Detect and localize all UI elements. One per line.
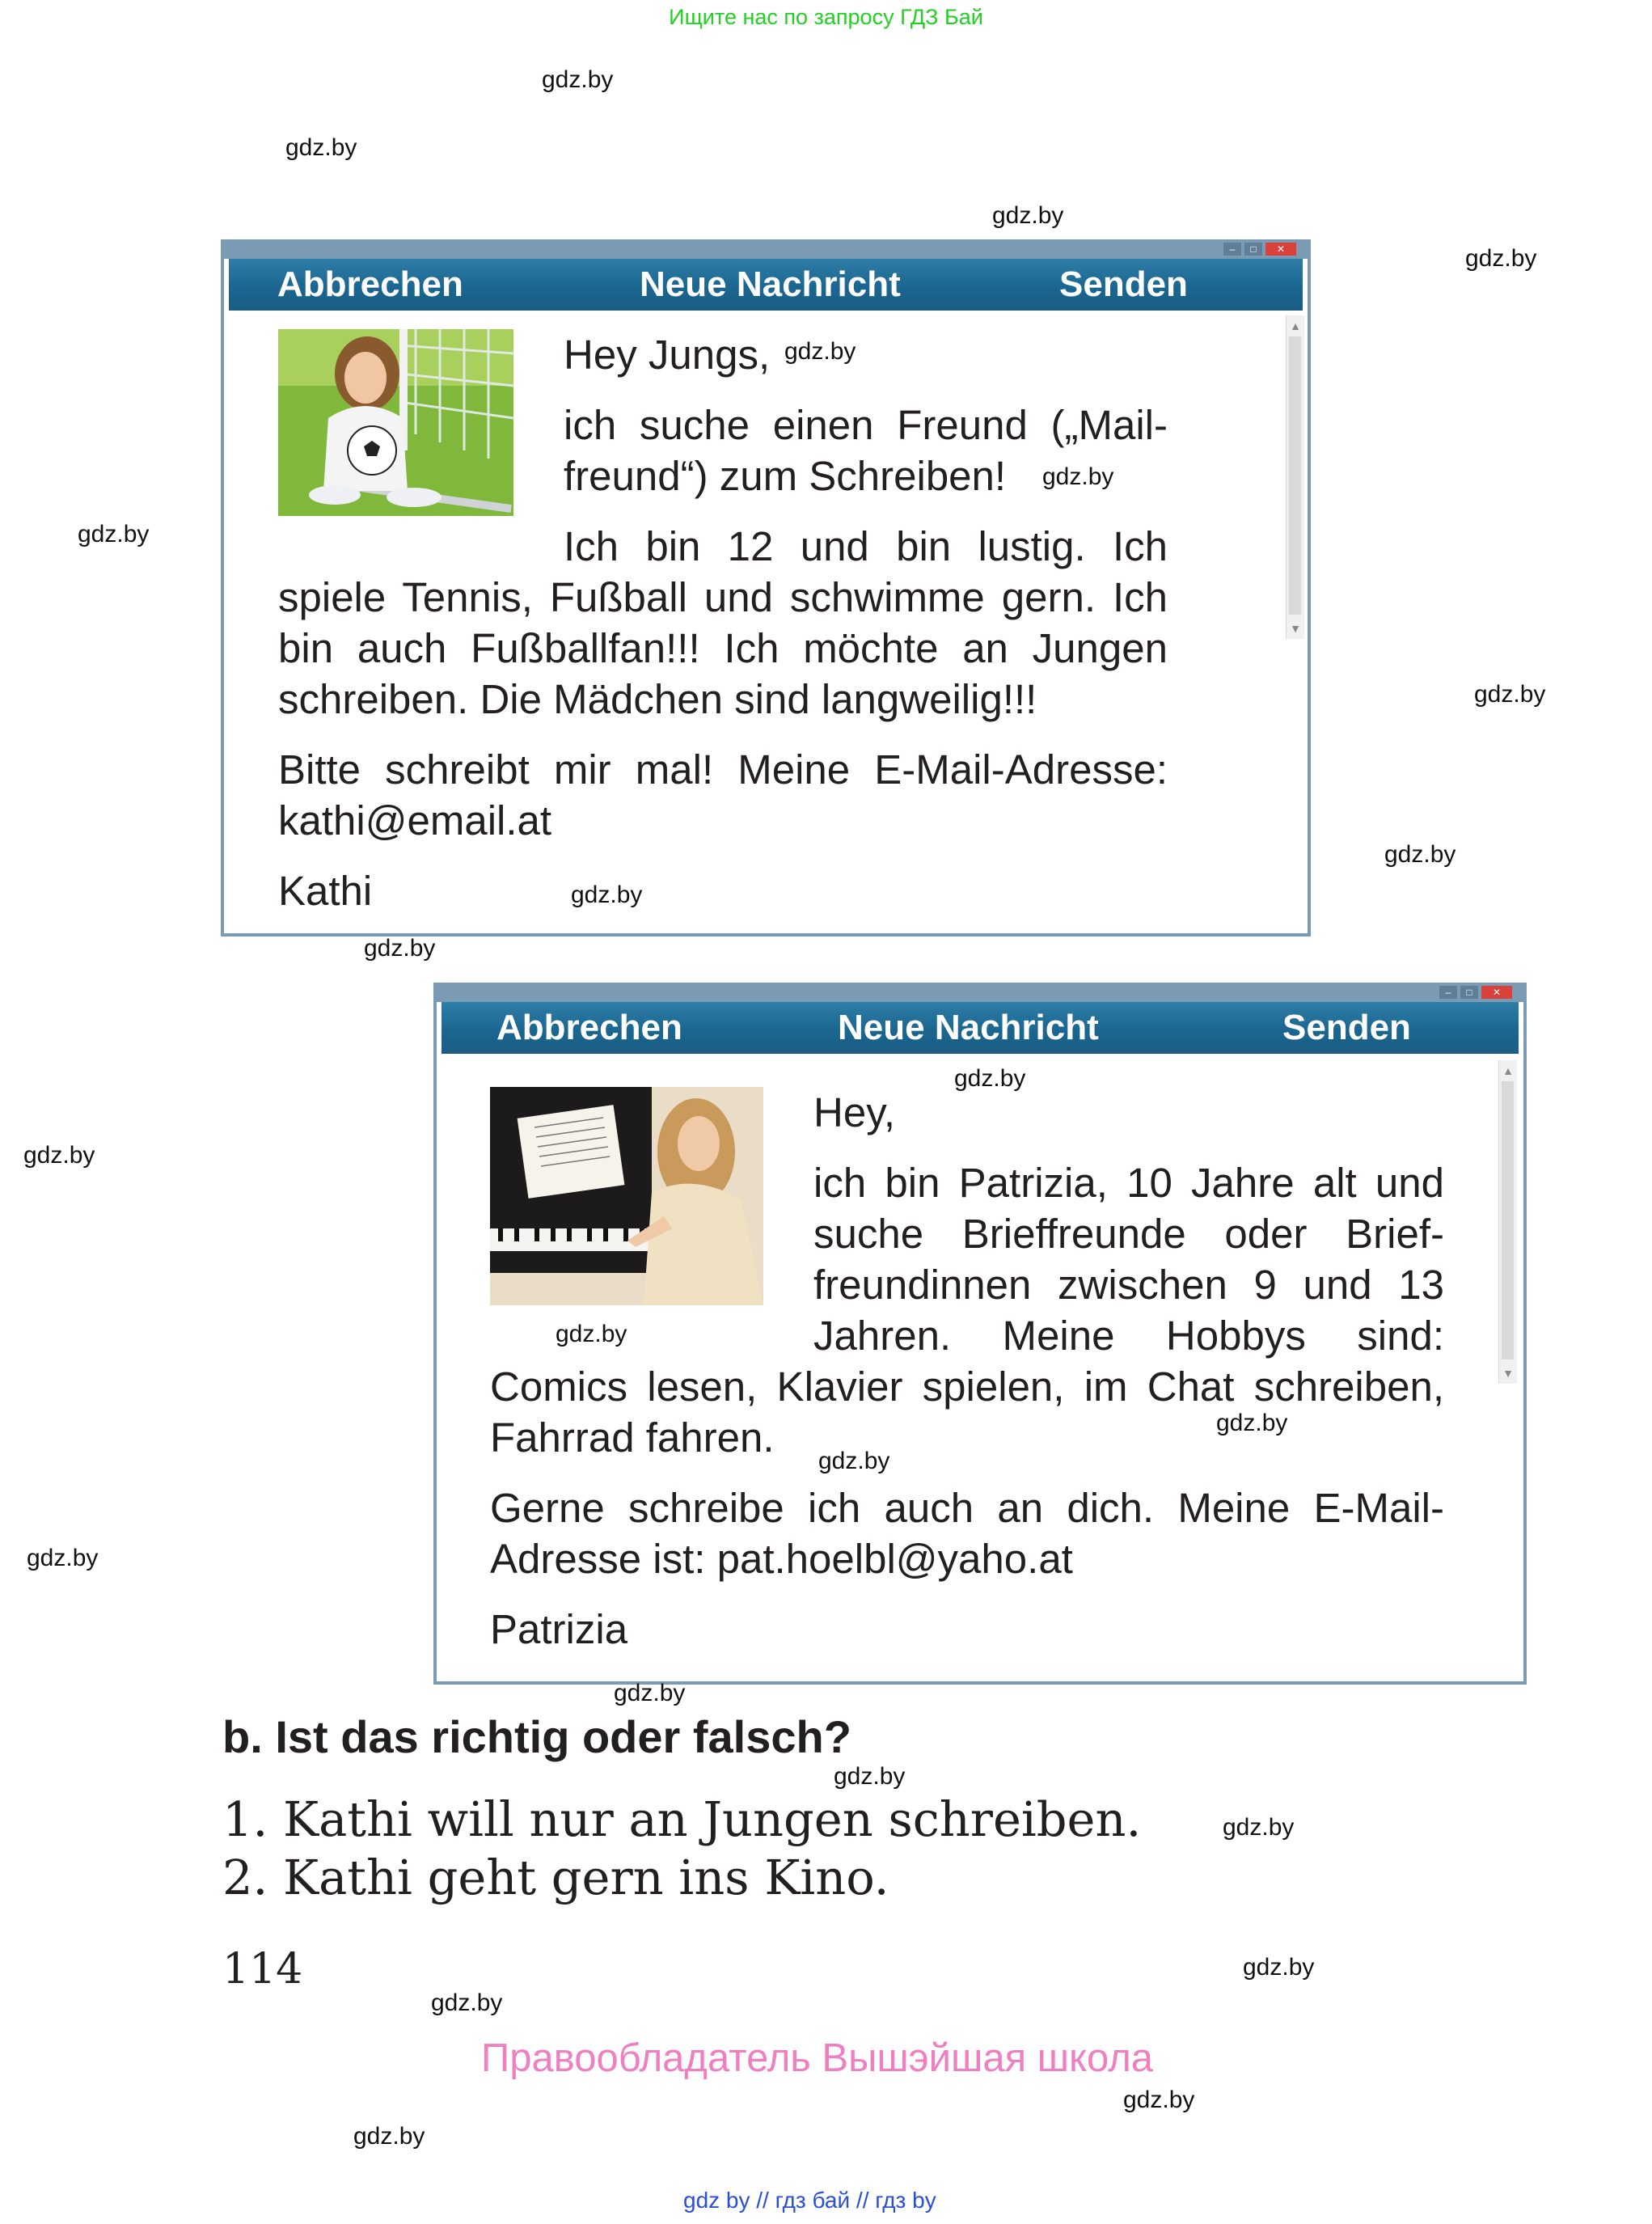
section-b-heading: b. Ist das richtig oder falsch? [222,1711,851,1762]
scrollbar[interactable] [1286,315,1304,639]
watermark: gdz.by [1042,463,1114,490]
watermark: gdz.by [1474,681,1546,708]
maximize-icon[interactable]: □ [1244,243,1262,256]
message-paragraph: ich suche einen Freund („Mail-freund“) zum Schreiben! [564,402,1168,499]
watermark: gdz.by [364,935,436,962]
scroll-thumb[interactable] [1502,1081,1514,1359]
maximize-icon[interactable]: □ [1460,986,1478,999]
close-icon[interactable]: ✕ [1481,986,1512,999]
window-frame-top [224,243,1308,259]
signature: Patrizia [490,1606,628,1652]
greeting: Hey Jungs, [564,332,771,378]
send-button[interactable]: Senden [1059,264,1188,304]
scroll-down-icon[interactable]: ▼ [1290,622,1301,635]
scroll-up-icon[interactable]: ▲ [1290,319,1301,332]
scroll-down-icon[interactable]: ▼ [1502,1367,1514,1380]
watermark: gdz.by [1384,841,1456,868]
window-title: Neue Nachricht [640,264,901,304]
send-button[interactable]: Senden [1282,1008,1411,1047]
watermark: gdz.by [614,1680,686,1706]
minimize-icon[interactable]: – [1439,986,1457,999]
watermark: gdz.by [954,1065,1026,1092]
watermark: gdz.by [784,338,856,365]
message-paragraph: ich bin Patrizia, 10 Jahre alt und suche Brieffreunde oder Brief-freundinnen zwischen 9 und 13 Jahren. Meine Hobbys sind: Comics lesen, Klavier spielen, im Chat schreiben, Fahrrad fahren. [490,1160,1444,1461]
watermark: gdz.by [78,521,150,548]
top-banner: Ищите нас по запросу ГДЗ Бай [669,5,983,29]
question-item: 1. Kathi will nur an Jungen schreiben. [222,1791,1142,1847]
message-paragraph: Bitte schreibt mir mal! Meine E-Mail-Adresse: kathi@email.at [278,746,1168,844]
photo-girl-piano [490,1087,763,1305]
close-icon[interactable]: ✕ [1265,243,1296,256]
watermark: gdz.by [834,1763,906,1790]
watermark: gdz.by [285,134,357,161]
watermark: gdz.by [571,882,643,908]
message-window-kathi [221,239,1311,937]
question-item: 2. Kathi geht gern ins Kino. [222,1850,889,1905]
signature: Kathi [278,868,373,914]
watermark: gdz.by [992,202,1064,229]
watermark: gdz.by [818,1448,890,1474]
watermark: gdz.by [353,2123,425,2150]
watermark: gdz.by [1465,245,1537,272]
watermark: gdz.by [27,1545,99,1571]
message-toolbar [442,1002,1519,1054]
window-frame-top [437,986,1523,1002]
minimize-icon[interactable]: – [1223,243,1241,256]
watermark: gdz.by [1223,1814,1295,1841]
message-paragraph: Gerne schreibe ich auch an dich. Meine E-Mail-Adresse ist: pat.hoelbl@yaho.at [490,1485,1444,1582]
watermark: gdz.by [23,1142,95,1169]
watermark: gdz.by [1243,1954,1315,1981]
scroll-up-icon[interactable]: ▲ [1502,1064,1514,1077]
window-title: Neue Nachricht [838,1008,1099,1047]
photo-girl-football [278,329,513,516]
cancel-button[interactable]: Abbrechen [277,264,463,304]
cancel-button[interactable]: Abbrechen [496,1008,682,1047]
watermark: gdz.by [1123,2087,1195,2113]
page-number: 114 [222,1945,303,1994]
message-body[interactable] [490,1087,1444,1655]
watermark: gdz.by [542,66,614,93]
message-toolbar [229,259,1303,311]
scrollbar[interactable] [1498,1060,1517,1384]
scroll-thumb[interactable] [1289,336,1301,615]
watermark: gdz.by [556,1321,627,1347]
greeting: Hey, [813,1089,896,1135]
watermark: gdz.by [431,1989,503,2016]
rights-holder: Правообладатель Вышэйшая школа [481,2036,1154,2080]
message-body[interactable] [278,329,1168,916]
footer-links[interactable]: gdz by // гдз бай // гдз by [683,2188,936,2213]
watermark: gdz.by [1216,1410,1288,1436]
message-paragraph: Ich bin 12 und bin lustig. Ich spiele Tennis, Fußball und schwimme gern. Ich bin auch Fußballfan!!! Ich möchte an Jungen schreiben. Die Mädchen sind langweilig!!! [278,523,1168,722]
